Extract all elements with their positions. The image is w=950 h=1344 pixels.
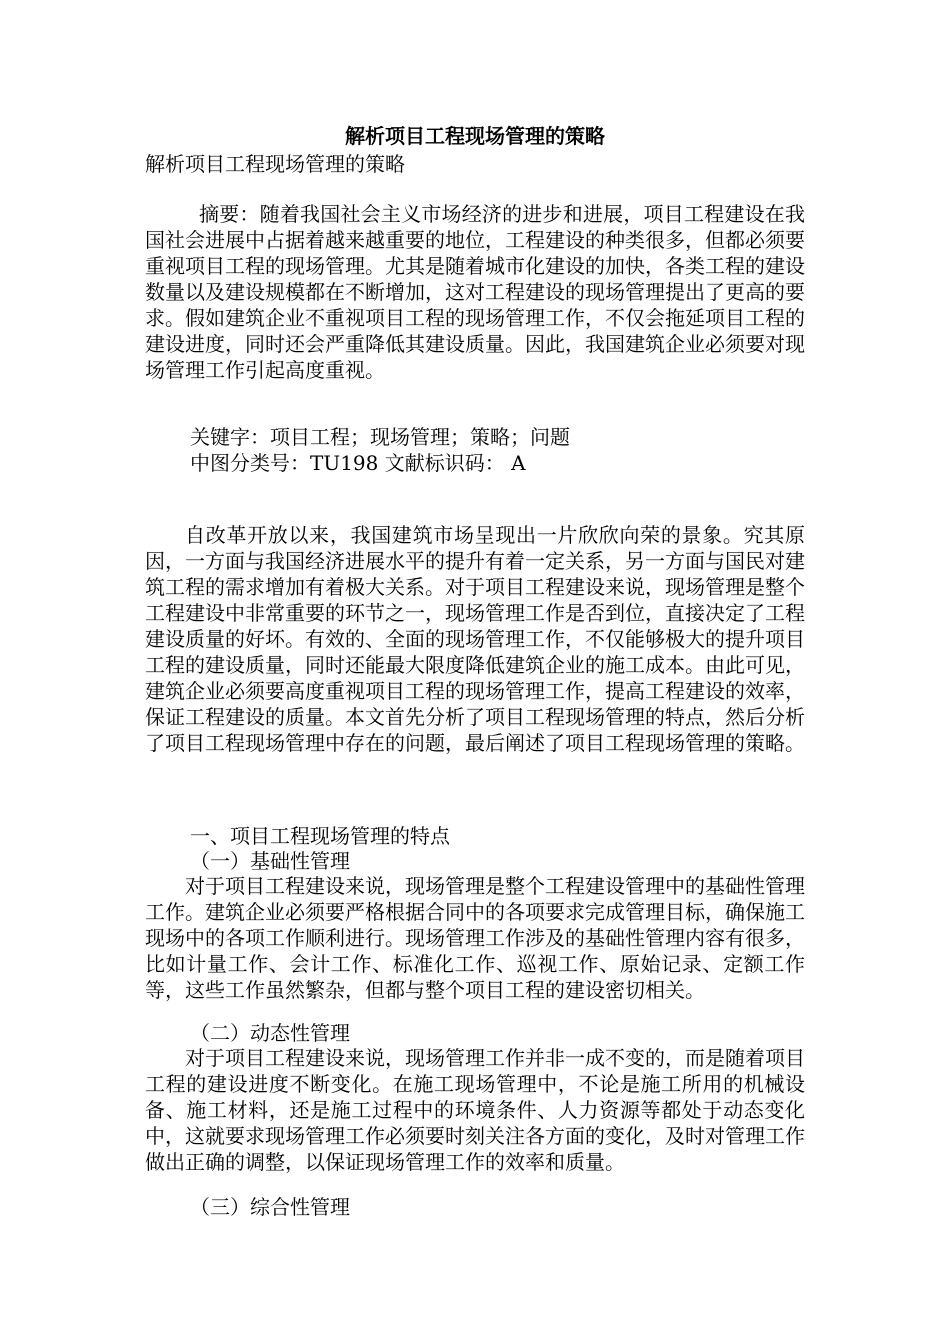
subsection-2-paragraph: 对于项目工程建设来说，现场管理工作并非一成不变的，而是随着项目工程的建设进度不断变化。在施工现场管理中，不论是施工所用的机械设备、施工材料，还是施工过程中的环境条件、人力资源等都处于动态变化中，这就要求现场管理工作必须要时刻关注各方面的变化，及时对管理工作做出正确的调整，以保证现场管理工作的效率和质量。 <box>145 1046 805 1174</box>
abstract-paragraph: 摘要：随着我国社会主义市场经济的进步和进展，项目工程建设在我国社会进展中占据着越来越重要的地位，工程建设的种类很多，但都必须要重视项目工程的现场管理。尤其是随着城市化建设的加快，各类工程的建设数量以及建设规模都在不断增加，这对工程建设的现场管理提出了更高的要求。假如建筑企业不重视项目工程的现场管理工作，不仅会拖延项目工程的建设进度，同时还会严重降低其建设质量。因此，我国建筑企业必须要对现场管理工作引起高度重视。 <box>145 202 805 382</box>
document-subtitle: 解析项目工程现场管理的策略 <box>145 152 405 176</box>
document-title: 解析项目工程现场管理的策略 <box>345 124 605 148</box>
subsection-1-paragraph: 对于项目工程建设来说，现场管理是整个工程建设管理中的基础性管理工作。建筑企业必须要严格根据合同中的各项要求完成管理目标，确保施工现场中的各项工作顺利进行。现场管理工作涉及的基础性管理内容有很多，比如计量工作、会计工作、标准化工作、巡视工作、原始记录、定额工作等，这些工作虽然繁杂，但都与整个项目工程的建设密切相关。 <box>145 874 805 1002</box>
subsection-heading-2: （二）动态性管理 <box>190 1021 350 1045</box>
intro-paragraph: 自改革开放以来，我国建筑市场呈现出一片欣欣向荣的景象。究其原因，一方面与我国经济进展水平的提升有着一定关系，另一方面与国民对建筑工程的需求增加有着极大关系。对于项目工程建设来说，现场管理是整个工程建设中非常重要的环节之一，现场管理工作是否到位，直接决定了工程建设质量的好坏。有效的、全面的现场管理工作，不仅能够极大的提升项目工程的建设质量，同时还能最大限度降低建筑企业的施工成本。由此可见，建筑企业必须要高度重视项目工程的现场管理工作，提高工程建设的效率，保证工程建设的质量。本文首先分析了项目工程现场管理的特点，然后分析了项目工程现场管理中存在的问题，最后阐述了项目工程现场管理的策略。 <box>145 523 805 755</box>
keywords-line: 关键字：项目工程；现场管理；策略；问题 <box>190 425 570 449</box>
subsection-heading-1: （一）基础性管理 <box>190 849 350 873</box>
classification-line: 中图分类号：TU198 文献标识码： A <box>190 451 526 475</box>
section-heading-1: 一、项目工程现场管理的特点 <box>190 824 450 848</box>
subsection-heading-3: （三）综合性管理 <box>190 1195 350 1219</box>
